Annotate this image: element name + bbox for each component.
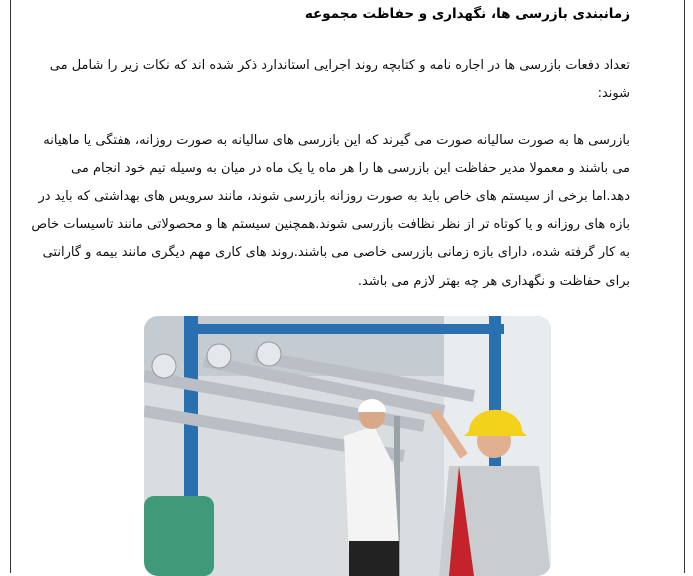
paragraph-2-line: بازه های روزانه و یا کوتاه تر از نظر نظافت بازرسی شوند.همچنین سیستم ها و محصولاتی مانند تاسیسات خاص <box>31 217 630 232</box>
paragraph-2-line: دهد.اما برخی از سیستم های خاص باید به صورت روزانه بازرسی شوند، مانند سرویس های بهداشتی که باید در <box>38 189 630 204</box>
section-heading: زمانبندی بازرسی ها، نگهداری و حفاظت مجموعه <box>304 6 630 22</box>
paragraph-2-line: بازرسی ها به صورت سالیانه صورت می گیرند که این بازرسی های سالیانه به صورت روزانه، هفتگی یا ماهیانه <box>43 133 630 148</box>
page-border-right <box>684 0 685 573</box>
paragraph-1-line: تعداد دفعات بازرسی ها در اجاره نامه و کتابچه روند اجرایی استاندارد ذکر شده اند که نکات زیر را شامل می <box>49 58 630 73</box>
page-border-left <box>10 0 11 573</box>
paragraph-2-line: می باشند و معمولا مدیر حفاظت این بازرسی ها را هر ماه یا یک ماه در میان به وسیله تیم خود انجام می <box>71 161 630 176</box>
paragraph-2-line: به کار گرفته شده، دارای بازه زمانی بازرسی خاصی می باشند.روند های کاری مهم دیگری مانند بیمه و گارانتی <box>42 245 630 260</box>
paragraph-2-line: برای حفاظت و نگهداری هر چه بهتر لازم می باشد. <box>357 274 630 289</box>
inspection-photo <box>144 316 551 576</box>
paragraph-1-line: شوند: <box>597 86 630 101</box>
